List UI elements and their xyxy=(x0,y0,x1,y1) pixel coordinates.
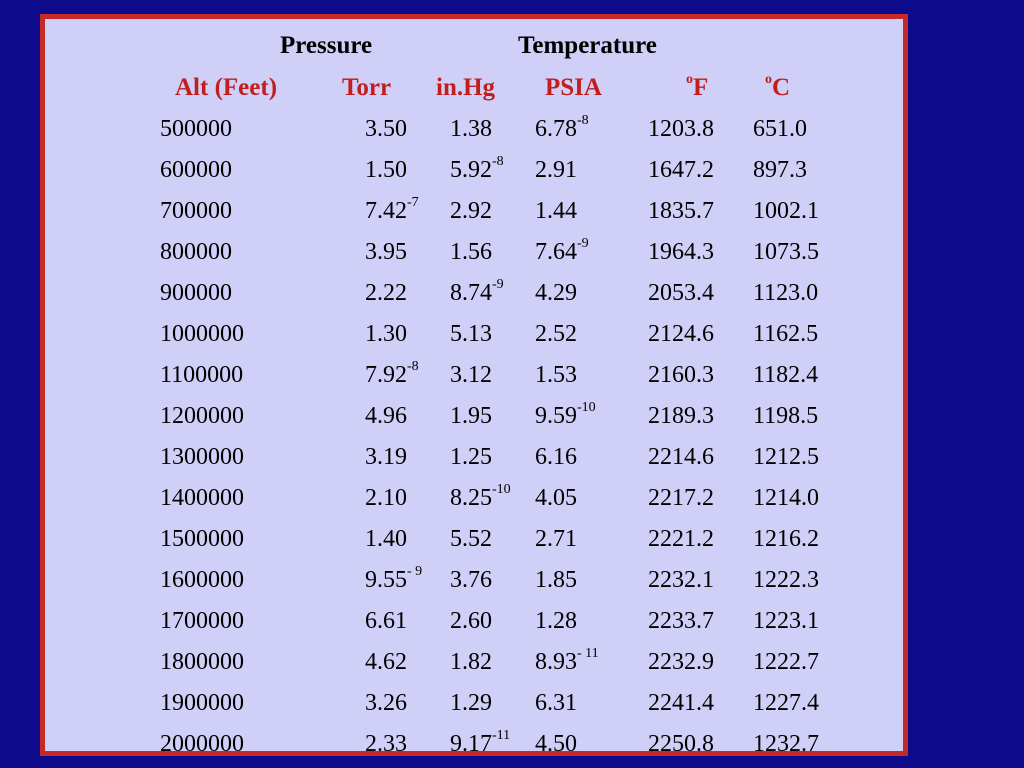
col-header-inhg: in.Hg xyxy=(436,74,496,101)
cell-torr: 3.19 xyxy=(365,444,407,470)
cell-psia: 6.16 xyxy=(535,444,577,470)
cell-torr: 2.33 xyxy=(365,731,407,757)
cell-altitude: 2000000 xyxy=(160,731,244,757)
cell-celsius: 1162.5 xyxy=(753,321,819,347)
table-row xyxy=(45,444,903,478)
cell-celsius: 1232.7 xyxy=(753,731,819,757)
cell-inhg: 3.12 xyxy=(450,362,492,388)
cell-fahrenheit: 2214.6 xyxy=(648,444,714,470)
exponent: -10 xyxy=(577,400,596,415)
table-row xyxy=(45,608,903,642)
cell-psia: 2.91 xyxy=(535,157,577,183)
cell-inhg: 1.95 xyxy=(450,403,492,429)
cell-fahrenheit: 2160.3 xyxy=(648,362,714,388)
cell-altitude: 1600000 xyxy=(160,567,244,593)
cell-psia: $7.64^{-9}$ xyxy=(535,236,589,265)
cell-fahrenheit: 1964.3 xyxy=(648,239,714,265)
exponent: - 11 xyxy=(577,646,599,661)
cell-celsius: 1182.4 xyxy=(753,362,819,388)
cell-celsius: 651.0 xyxy=(753,116,807,142)
exponent: -7 xyxy=(407,195,419,210)
cell-psia: 4.29 xyxy=(535,280,577,306)
cell-inhg: 2.92 xyxy=(450,198,492,224)
cell-fahrenheit: 1647.2 xyxy=(648,157,714,183)
cell-psia: $8.93^{- 11}$ xyxy=(535,646,599,675)
cell-inhg: 1.38 xyxy=(450,116,492,142)
cell-celsius: 1002.1 xyxy=(753,198,819,224)
cell-torr: 1.50 xyxy=(365,157,407,183)
table-row xyxy=(45,646,903,683)
cell-inhg: 1.82 xyxy=(450,649,492,675)
cell-inhg: 1.56 xyxy=(450,239,492,265)
cell-inhg: 5.52 xyxy=(450,526,492,552)
col-header-fahrenheit: $^o$F xyxy=(686,72,709,101)
cell-fahrenheit: 2124.6 xyxy=(648,321,714,347)
table-row xyxy=(45,526,903,560)
cell-altitude: 900000 xyxy=(160,280,232,306)
cell-torr: 2.22 xyxy=(365,280,407,306)
cell-torr: 4.96 xyxy=(365,403,407,429)
cell-torr: 3.26 xyxy=(365,690,407,716)
table-row xyxy=(45,277,903,314)
cell-celsius: 1214.0 xyxy=(753,485,819,511)
cell-altitude: 1900000 xyxy=(160,690,244,716)
header-pressure: Pressure xyxy=(280,32,373,59)
cell-psia: 4.05 xyxy=(535,485,577,511)
header-temperature: Temperature xyxy=(518,32,657,59)
cell-psia: 4.50 xyxy=(535,731,577,757)
col-header-alt: Alt (Feet) xyxy=(175,74,278,101)
table-row xyxy=(45,154,903,191)
cell-fahrenheit: 2232.1 xyxy=(648,567,714,593)
cell-celsius: 1222.7 xyxy=(753,649,819,675)
exponent: -9 xyxy=(577,236,589,251)
cell-fahrenheit: 2217.2 xyxy=(648,485,714,511)
cell-altitude: 1000000 xyxy=(160,321,244,347)
cell-torr: $7.92^{-8}$ xyxy=(365,359,419,388)
cell-torr: $9.55^{- 9}$ xyxy=(365,564,423,593)
exponent: -8 xyxy=(492,154,504,169)
table-row xyxy=(45,236,903,273)
cell-inhg: 1.25 xyxy=(450,444,492,470)
cell-altitude: 1300000 xyxy=(160,444,244,470)
cell-torr: 6.61 xyxy=(365,608,407,634)
table-row xyxy=(45,728,903,765)
cell-inhg: 3.76 xyxy=(450,567,492,593)
cell-altitude: 1200000 xyxy=(160,403,244,429)
table-row xyxy=(45,400,903,437)
cell-celsius: 1216.2 xyxy=(753,526,819,552)
cell-torr: 4.62 xyxy=(365,649,407,675)
cell-psia: 1.44 xyxy=(535,198,577,224)
cell-altitude: 1700000 xyxy=(160,608,244,634)
cell-altitude: 700000 xyxy=(160,198,232,224)
cell-fahrenheit: 2053.4 xyxy=(648,280,714,306)
table-row xyxy=(45,113,903,150)
cell-inhg: $8.25^{-10}$ xyxy=(450,482,511,511)
cell-inhg: $5.92^{-8}$ xyxy=(450,154,504,183)
cell-altitude: 500000 xyxy=(160,116,232,142)
cell-celsius: 1227.4 xyxy=(753,690,819,716)
cell-fahrenheit: 2189.3 xyxy=(648,403,714,429)
cell-torr: 3.50 xyxy=(365,116,407,142)
cell-celsius: 1073.5 xyxy=(753,239,819,265)
table-row xyxy=(45,690,903,724)
cell-altitude: 600000 xyxy=(160,157,232,183)
cell-inhg: 2.60 xyxy=(450,608,492,634)
cell-psia: 2.52 xyxy=(535,321,577,347)
col-header-torr: Torr xyxy=(342,74,392,101)
cell-inhg: 5.13 xyxy=(450,321,492,347)
exponent: -8 xyxy=(577,113,589,128)
cell-inhg: $8.74^{-9}$ xyxy=(450,277,504,306)
cell-psia: 6.31 xyxy=(535,690,577,716)
cell-psia: 1.85 xyxy=(535,567,577,593)
exponent: - 9 xyxy=(407,564,423,579)
exponent: -11 xyxy=(492,728,511,743)
cell-altitude: 1100000 xyxy=(160,362,244,388)
cell-celsius: 1123.0 xyxy=(753,280,819,306)
exponent: -8 xyxy=(407,359,419,374)
cell-fahrenheit: 2241.4 xyxy=(648,690,714,716)
cell-altitude: 800000 xyxy=(160,239,232,265)
cell-psia: 1.28 xyxy=(535,608,577,634)
cell-celsius: 1212.5 xyxy=(753,444,819,470)
exponent: -9 xyxy=(492,277,504,292)
cell-psia: 1.53 xyxy=(535,362,577,388)
table-row xyxy=(45,321,903,355)
cell-psia: $6.78^{-8}$ xyxy=(535,113,589,142)
cell-celsius: 1222.3 xyxy=(753,567,819,593)
cell-psia: 2.71 xyxy=(535,526,577,552)
cell-torr: 2.10 xyxy=(365,485,407,511)
cell-altitude: 1500000 xyxy=(160,526,244,552)
col-header-psia: PSIA xyxy=(545,74,602,101)
cell-fahrenheit: 2221.2 xyxy=(648,526,714,552)
cell-altitude: 1800000 xyxy=(160,649,244,675)
cell-torr: 1.40 xyxy=(365,526,407,552)
cell-fahrenheit: 2233.7 xyxy=(648,608,714,634)
table-row xyxy=(45,195,903,232)
cell-torr: $7.42^{-7}$ xyxy=(365,195,419,224)
table-row xyxy=(45,359,903,396)
cell-inhg: $9.17^{-11}$ xyxy=(450,728,511,757)
cell-torr: 1.30 xyxy=(365,321,407,347)
col-header-celsius: $^o$C xyxy=(765,72,791,101)
table-row xyxy=(45,482,903,519)
cell-torr: 3.95 xyxy=(365,239,407,265)
table-panel xyxy=(40,14,908,756)
cell-celsius: 897.3 xyxy=(753,157,807,183)
table-row xyxy=(45,564,903,601)
cell-celsius: 1223.1 xyxy=(753,608,819,634)
cell-fahrenheit: 2250.8 xyxy=(648,731,714,757)
cell-inhg: 1.29 xyxy=(450,690,492,716)
cell-fahrenheit: 2232.9 xyxy=(648,649,714,675)
cell-altitude: 1400000 xyxy=(160,485,244,511)
exponent: -10 xyxy=(492,482,511,497)
cell-fahrenheit: 1203.8 xyxy=(648,116,714,142)
cell-celsius: 1198.5 xyxy=(753,403,819,429)
cell-psia: $9.59^{-10}$ xyxy=(535,400,596,429)
cell-fahrenheit: 1835.7 xyxy=(648,198,714,224)
